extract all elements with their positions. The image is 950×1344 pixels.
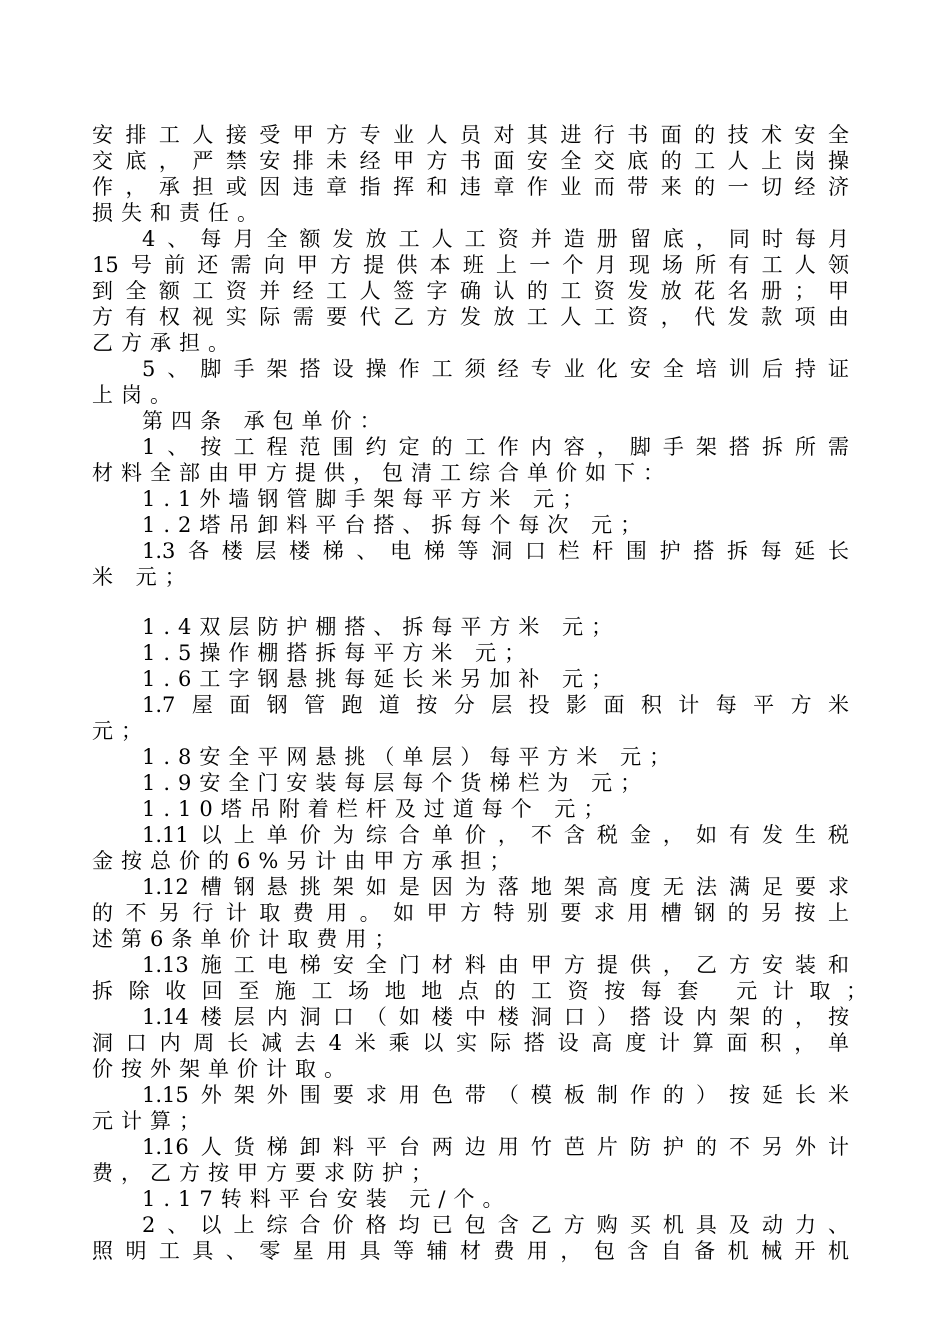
price-item: 1.10塔吊附着栏杆及过道每个 元；	[142, 797, 613, 821]
price-item: 1.11以上单价为综合单价，不含税金，如有发生税	[142, 823, 849, 847]
text-line: 拆除收回至施工场地地点的工资按每套 元计取；	[92, 979, 867, 1003]
price-item: 1.9安全门安装每层每个货梯栏为 元；	[142, 771, 650, 795]
price-item: 1.5操作棚搭拆每平方米 元；	[142, 641, 534, 665]
text-line: 费，乙方按甲方要求防护；	[92, 1161, 440, 1185]
text-line: 乙方承担。	[92, 331, 237, 355]
text-line: 米 元；	[92, 565, 194, 589]
text-line: 方有权视实际需要代乙方发放工人工资，代发款项由	[92, 305, 849, 329]
text-line: 4、每月全额发放工人工资并造册留底，同时每月	[142, 227, 849, 251]
price-item: 1.14楼层内洞口（如楼中楼洞口）搭设内架的，按	[142, 1005, 849, 1029]
text-line: 照明工具、零星用具等辅材费用，包含自备机械开机	[92, 1239, 849, 1263]
text-line: 15号前还需向甲方提供本班上一个月现场所有工人领	[92, 253, 849, 277]
price-item: 1.7屋面钢管跑道按分层投影面积计每平方米	[142, 693, 849, 717]
text-line: 5、脚手架搭设操作工须经专业化安全培训后持证	[142, 357, 849, 381]
price-item: 1.15外架外围要求用色带（模板制作的）按延长米	[142, 1083, 849, 1107]
price-item: 1.16人货梯卸料平台两边用竹芭片防护的不另外计	[142, 1135, 849, 1159]
text-line: 金按总价的6%另计由甲方承担；	[92, 849, 519, 873]
text-line: 洞口内周长减去4米乘以实际搭设高度计算面积，单	[92, 1031, 849, 1055]
section-heading: 第四条 承包单价：	[142, 409, 389, 433]
price-item: 1.13施工电梯安全门材料由甲方提供，乙方安装和	[142, 953, 849, 977]
price-item: 1.12槽钢悬挑架如是因为落地架高度无法满足要求	[142, 875, 849, 899]
text-line: 到全额工资并经工人签字确认的工资发放花名册；甲	[92, 279, 849, 303]
price-item: 1.1外墙钢管脚手架每平方米 元；	[142, 487, 592, 511]
text-line: 材料全部由甲方提供，包清工综合单价如下：	[92, 461, 672, 485]
text-line: 述第6条单价计取费用；	[92, 927, 404, 951]
price-item: 1.2塔吊卸料平台搭、拆每个每次 元；	[142, 513, 650, 537]
text-line: 元计算；	[92, 1109, 208, 1133]
text-line: 作，承担或因违章指挥和违章作业而带来的一切经济	[92, 175, 849, 199]
price-item: 1.17转料平台安装 元/个。	[142, 1187, 512, 1211]
price-item: 1.8安全平网悬挑（单层）每平方米 元；	[142, 745, 679, 769]
text-line: 1、按工程范围约定的工作内容，脚手架搭拆所需	[142, 435, 849, 459]
text-line: 上岗。	[92, 383, 179, 407]
price-item: 1.3各楼层楼梯、电梯等洞口栏杆围护搭拆每延长	[142, 539, 849, 563]
text-line: 价按外架单价计取。	[92, 1057, 353, 1081]
text-line: 的不另行计取费用。如甲方特别要求用槽钢的另按上	[92, 901, 849, 925]
text-line: 元；	[92, 719, 150, 743]
price-item: 1.4双层防护棚搭、拆每平方米 元；	[142, 615, 621, 639]
text-line: 损失和责任。	[92, 201, 266, 225]
text-line: 2、以上综合价格均已包含乙方购买机具及动力、	[142, 1213, 849, 1237]
text-line: 安排工人接受甲方专业人员对其进行书面的技术安全	[92, 123, 849, 147]
text-line: 交底，严禁安排未经甲方书面安全交底的工人上岗操	[92, 149, 849, 173]
price-item: 1.6工字钢悬挑每延长米另加补 元；	[142, 667, 621, 691]
